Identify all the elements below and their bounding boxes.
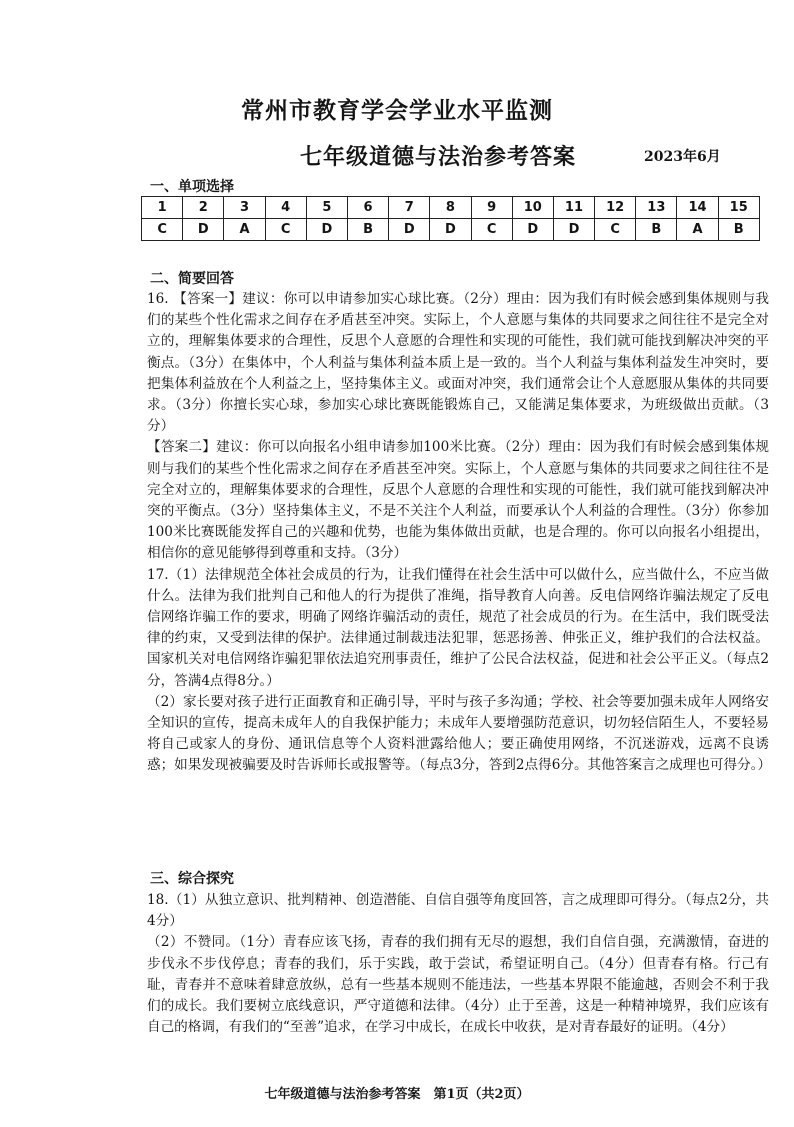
answer-letter: C — [595, 219, 636, 241]
answer-letter: B — [636, 219, 677, 241]
q16-answer-one: 16. 【答案一】建议：你可以申请参加实心球比赛。（2分）理由：因为我们有时候会感到集体规则与我们的某些个性化需求之间存在矛盾甚至冲突。实际上，个人意愿与集体的共同要求之间往往不是完全对立的，理解集体要求的合理性，反思个人意愿的合理性和实现的可能性，我们就可能找到解决冲突的平衡点。（3分）在集体中，个人利益与集体利益本质上是一致的。当个人利益与集体利益发生冲突时，要把集体利益放在个人利益之上，坚持集体主义。或面对冲突，我们通常会让个人意愿服从集体的共同要求。（3分）你擅长实心球，参加实心球比赛既能锻炼自己，又能满足集体要求，为班级做出贡献。（3分） — [147, 291, 769, 435]
section3-heading: 三、综合探究 — [150, 871, 234, 887]
page-footer: 七年级道德与法治参考答案 第1页（共2页） — [264, 1087, 530, 1102]
q18-part-1: 18.（1）从独立意识、批判精神、创造潜能、自信自强等角度回答，言之成理即可得分。（每点2分，共4分） — [147, 892, 769, 930]
question-number-row — [142, 197, 760, 219]
answer-letter: D — [553, 219, 594, 241]
question-number: 1 — [142, 197, 183, 219]
answer-letter: D — [183, 219, 224, 241]
answer-letter: D — [306, 219, 347, 241]
question-number: 5 — [306, 197, 347, 219]
answer-letter: D — [430, 219, 471, 241]
date-label: 2023年6月 — [644, 149, 721, 165]
q17-part-1: 17.（1）法律规范全体社会成员的行为，让我们懂得在社会生活中可以做什么，应当做什么，不应当做什么。法律为我们批判自己和他人的行为提供了准绳，指导教育人向善。反电信网络诈骗法规定了反电信网络诈骗工作的要求，明确了网络诈骗活动的责任，规范了社会成员的行为。在生活中，我们既受法律的约束，又受到法律的保护。法律通过制裁违法犯罪，惩恶扬善、伸张正义，维护我们的合法权益。国家机关对电信网络诈骗犯罪依法追究刑事责任，维护了公民合法权益，促进和社会公平正义。（每点2分，答满4点得8分。） — [147, 566, 769, 689]
question-number: 2 — [183, 197, 224, 219]
question-number: 12 — [595, 197, 636, 219]
answer-letter: A — [224, 219, 265, 241]
question-number: 3 — [224, 197, 265, 219]
question-number: 6 — [347, 197, 388, 219]
answer-letter: B — [347, 219, 388, 241]
doc-title: 七年级道德与法治参考答案 — [300, 144, 577, 170]
answer-letter: D — [512, 219, 553, 241]
org-title: 常州市教育学会学业水平监测 — [241, 97, 553, 124]
q16-answer-two: 【答案二】建议：你可以向报名小组申请参加100米比赛。（2分）理由：因为我们有时候会感到集体规则与我们的某些个性化需求之间存在矛盾甚至冲突。实际上，个人意愿与集体的共同要求之间往往不是完全对立的，理解集体要求的合理性，反思个人意愿的合理性和实现的可能性，我们就可能找到解决冲突的平衡点。（3分）坚持集体主义，不是不关注个人利益，而要承认个人利益的合理性。（3分）你参加100米比赛既能发挥自己的兴趣和优势，也能为集体做出贡献，也是合理的。你可以向报名小组提出，相信你的意见能够得到尊重和支持。（3分） — [147, 439, 769, 562]
answer-letter: C — [142, 219, 183, 241]
question-number: 4 — [265, 197, 306, 219]
question-number: 7 — [389, 197, 430, 219]
question-number: 15 — [718, 197, 759, 219]
question-number: 11 — [553, 197, 594, 219]
answer-letter: C — [471, 219, 512, 241]
section2-body — [147, 289, 772, 777]
question-number: 13 — [636, 197, 677, 219]
q18-part-2: （2）不赞同。（1分）青春应该飞扬，青春的我们拥有无尽的遐想，我们自信自强，充满激情，奋进的步伐永不步伐停息；青春的我们，乐于实践，敢于尝试，希望证明自己。（4分）但青春有格。行己有耻，青春并不意味着肆意放纵，总有一些基本规则不能违法，一些基本界限不能逾越，否则会不利于我们的成长。我们要树立底线意识，严守道德和法律。（4分）止于至善，这是一种精神境界，我们应该有自己的格调，有我们的“至善”追求，在学习中成长，在成长中收获，是对青春最好的证明。（4分） — [147, 934, 769, 1036]
question-number: 10 — [512, 197, 553, 219]
answer-letter: A — [677, 219, 718, 241]
answer-row — [142, 219, 760, 241]
section2-heading: 二、简要回答 — [150, 271, 234, 287]
question-number: 8 — [430, 197, 471, 219]
answer-letter: D — [389, 219, 430, 241]
section3-body — [147, 890, 769, 1038]
question-number: 14 — [677, 197, 718, 219]
question-number: 9 — [471, 197, 512, 219]
section1-heading: 一、单项选择 — [150, 179, 234, 195]
q17-part-2: （2）家长要对孩子进行正面教育和正确引导，平时与孩子多沟通；学校、社会等要加强未成年人网络安全知识的宣传，提高未成年人的自我保护能力；未成年人要增强防范意识，切勿轻信陌生人，不要轻易将自己或家人的身份、通讯信息等个人资料泄露给他人；要正确使用网络，不沉迷游戏，远离不良诱惑；如果发现被骗要及时告诉师长或报警等。（每点3分，答到2点得6分。其他答案言之成理也可得分。） — [147, 693, 772, 774]
answer-letter: B — [718, 219, 759, 241]
answer-letter: C — [265, 219, 306, 241]
multiple-choice-answer-table — [141, 196, 760, 241]
